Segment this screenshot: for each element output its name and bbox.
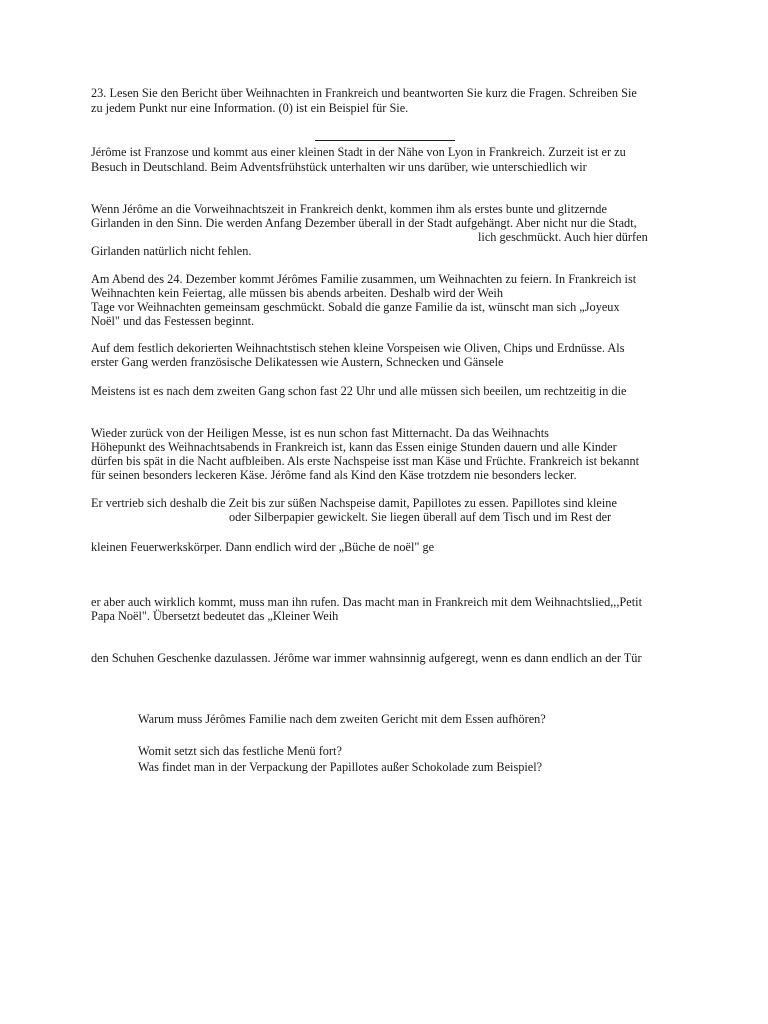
text-line: dürfen bis spät in die Nacht aufbleiben. Als erste Nachspeise isst man Käse und Früchte. Frankreich ist bekannt bbox=[91, 454, 640, 468]
text-line: oder Silberpapier gewickelt. Sie liegen überall auf dem Tisch und im Rest der bbox=[229, 510, 612, 524]
text-line: Höhepunkt des Weihnachtsabends in Frankreich ist, kann das Essen einige Stunden dauern und alle Kinder bbox=[91, 440, 617, 454]
text-line: Auf dem festlich dekorierten Weihnachtstisch stehen kleine Vorspeisen wie Oliven, Chips und Erdnüsse. Als bbox=[91, 341, 625, 355]
text-line: Wieder zurück von der Heiligen Messe, ist es nun schon fast Mitternacht. Da das Weihnachts bbox=[91, 426, 549, 440]
text-line: für seinen besonders leckeren Käse. Jérôme fand als Kind den Käse trotzdem nie besonders lecker. bbox=[91, 468, 577, 482]
text-line: Girlanden natürlich nicht fehlen. bbox=[91, 244, 252, 258]
text-line: Er vertrieb sich deshalb die Zeit bis zur süßen Nachspeise damit, Papillotes zu essen. Papillotes sind kleine bbox=[91, 496, 617, 510]
text-line: Wenn Jérôme an die Vorweihnachtszeit in Frankreich denkt, kommen ihm als erstes bunte und glitzernde bbox=[91, 202, 607, 216]
text-line: Weihnachten kein Feiertag, alle müssen bis abends arbeiten. Deshalb wird der Weih bbox=[91, 286, 503, 300]
text-line: erster Gang werden französische Delikatessen wie Austern, Schnecken und Gänsele bbox=[91, 355, 504, 369]
text-line: Besuch in Deutschland. Beim Adventsfrühstück unterhalten wir uns darüber, wie unterschiedlich wir bbox=[91, 160, 587, 174]
text-line: Girlanden in den Sinn. Die werden Anfang Dezember überall in der Stadt aufgehängt. Aber nicht nur die Stadt, bbox=[91, 216, 637, 230]
question-1: Warum muss Jérômes Familie nach dem zweiten Gericht mit dem Essen aufhören? bbox=[138, 712, 546, 726]
task-instruction-line-2: zu jedem Punkt nur eine Information. (0) ist ein Beispiel für Sie. bbox=[91, 101, 409, 115]
text-line: kleinen Feuerwerkskörper. Dann endlich wird der „Büche de noël" ge bbox=[91, 540, 435, 554]
title-underline bbox=[315, 140, 455, 141]
text-line: den Schuhen Geschenke dazulassen. Jérôme war immer wahnsinnig aufgeregt, wenn es dann endlich an der Tür bbox=[91, 651, 642, 665]
text-line: lich geschmückt. Auch hier dürfen bbox=[478, 230, 648, 244]
text-line: Tage vor Weihnachten gemeinsam geschmückt. Sobald die ganze Familie da ist, wünscht man sich „Joyeux bbox=[91, 300, 620, 314]
task-instruction-line-1: 23. Lesen Sie den Bericht über Weihnachten in Frankreich und beantworten Sie kurz die Fragen. Schreiben Sie bbox=[91, 86, 637, 100]
text-line: er aber auch wirklich kommt, muss man ihn rufen. Das macht man in Frankreich mit dem Weihnachtslied,,,Petit bbox=[91, 595, 642, 609]
text-line: Am Abend des 24. Dezember kommt Jérômes Familie zusammen, um Weihnachten zu feiern. In Frankreich ist bbox=[91, 272, 637, 286]
question-2: Womit setzt sich das festliche Menü fort? bbox=[138, 744, 342, 758]
text-line: Noël" und das Festessen beginnt. bbox=[91, 314, 255, 328]
text-line: Papa Noël". Übersetzt bedeutet das „Kleiner Weih bbox=[91, 609, 339, 623]
text-line: Jérôme ist Franzose und kommt aus einer kleinen Stadt in der Nähe von Lyon in Frankreich. Zurzeit ist er zu bbox=[91, 145, 626, 159]
question-3: Was findet man in der Verpackung der Papillotes außer Schokolade zum Beispiel? bbox=[138, 760, 543, 774]
text-line: Meistens ist es nach dem zweiten Gang schon fast 22 Uhr und alle müssen sich beeilen, um rechtzeitig in die bbox=[91, 384, 627, 398]
